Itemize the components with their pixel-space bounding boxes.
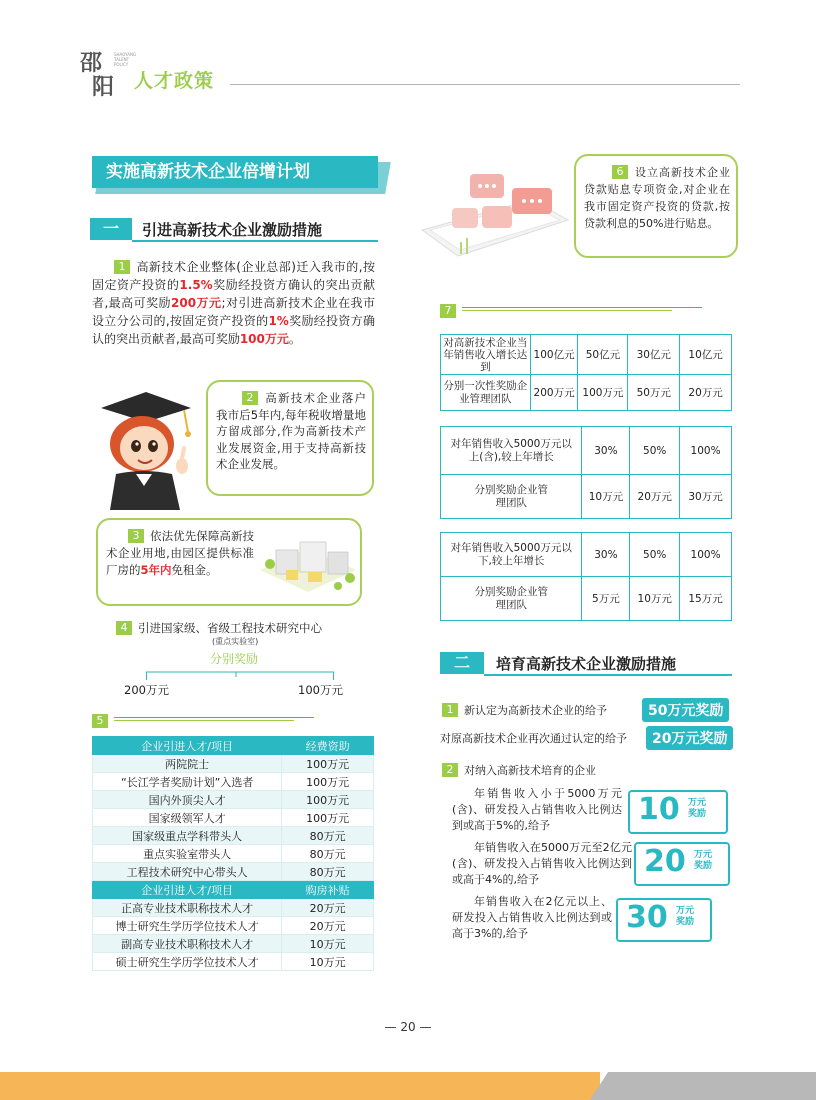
section2-header: [440, 652, 732, 676]
item7-number: 7: [440, 304, 456, 318]
table-c-r1c1: 对年销售收入5000万元以下,较上年增长: [441, 533, 582, 577]
table-a-r2c2: 200万元: [530, 375, 578, 411]
item5-heading: [92, 710, 374, 726]
table-a-r1c5: 10亿元: [680, 335, 732, 375]
table-a-r1c1: 对高新技术企业当年销售收入增长达到: [441, 335, 531, 375]
table-cell: 10万元: [282, 953, 374, 971]
table-c-r1c4: 100%: [680, 533, 732, 577]
table-c-r2c1: 分别奖励企业管理团队: [441, 577, 582, 621]
table-row: [93, 755, 374, 773]
section2-dash: 二: [453, 653, 470, 672]
item1-paragraph: [92, 258, 375, 348]
table-c-r2c2: 5万元: [582, 577, 630, 621]
item7-table-a: [440, 334, 732, 411]
item1-number: 1: [114, 260, 130, 274]
table-cell: 企业引进人才/项目: [93, 881, 282, 899]
table-row: [93, 935, 374, 953]
item5-table-wrap: [92, 736, 374, 971]
table-c-r2c4: 15万元: [680, 577, 732, 621]
s2-p1b-award: 20万元奖励: [646, 726, 733, 750]
item7-table-c: [440, 532, 732, 621]
item5-heading-rule-2: [114, 720, 294, 721]
section2-title: 培育高新技术企业激励措施: [496, 655, 677, 673]
table-b-r1c2: 30%: [582, 427, 630, 475]
item4-number: 4: [116, 621, 132, 635]
table-b-r2c1: 分别奖励企业管理团队: [441, 475, 582, 519]
table-row: [93, 773, 374, 791]
item1-text-e: 。: [288, 332, 301, 346]
table-row: [93, 809, 374, 827]
item1-text-c: ;对引进高新技术企业在我市设立分公司的,按固定资产投资的: [92, 296, 375, 328]
item4-heading: [116, 620, 376, 636]
table-cell: 国家级领军人才: [93, 809, 282, 827]
item4-label: 分别奖励: [210, 652, 259, 666]
item2-text: 高新技术企业落户我市后5年内,每年税收增量地方留成部分,作为高新技术产业发展资金,用于支持高新技术企业发展。: [216, 391, 366, 471]
item4-text: 引进国家级、省级工程技术研究中心: [138, 621, 322, 635]
table-row: [93, 917, 374, 935]
table-b-r2c3: 20万元: [630, 475, 680, 519]
item3-text-b: 免租金。: [171, 563, 218, 577]
section1-dash-box: [90, 218, 132, 240]
table-a-r1c3: 50亿元: [578, 335, 628, 375]
header-logo: [80, 46, 137, 100]
tier-2-unit-1: 万元: [694, 850, 713, 860]
tier-3-unit-2: 奖励: [676, 917, 695, 927]
header-rule: [230, 84, 740, 85]
item7-table-b: [440, 426, 732, 519]
tier-1-number: 10: [638, 792, 680, 827]
section1-dash: 一: [102, 219, 119, 238]
table-cell: 企业引进人才/项目: [93, 737, 282, 755]
footer-band-gray: [590, 1072, 816, 1100]
table-cell: 80万元: [282, 827, 374, 845]
table-cell: 两院院士: [93, 755, 282, 773]
item1-text-a: 高新技术企业整体(企业总部)迁入我市的,按固定资产投资的: [92, 260, 375, 292]
table-cell: 硕士研究生学历学位技术人才: [93, 953, 282, 971]
tier-3-unit-1: 万元: [676, 906, 695, 916]
table-cell: 80万元: [282, 863, 374, 881]
s2-p2-number: 2: [442, 763, 458, 777]
table-cell: 国家级重点学科带头人: [93, 827, 282, 845]
table-cell: 100万元: [282, 755, 374, 773]
table-a-r2c4: 50万元: [628, 375, 680, 411]
table-row: [93, 845, 374, 863]
tier-2-number: 20: [644, 844, 686, 879]
item2-number: 2: [242, 391, 258, 405]
table-b-r2c4: 30万元: [680, 475, 732, 519]
item1-pct2: 1%: [268, 314, 289, 328]
table-cell: 国内外顶尖人才: [93, 791, 282, 809]
table-c-r2c3: 10万元: [630, 577, 680, 621]
s2-p1-text: 新认定为高新技术企业的给予: [464, 704, 607, 717]
item5-table: [92, 736, 374, 971]
table-cell: 20万元: [282, 899, 374, 917]
item6-text: 设立高新技术企业贷款贴息专项资金,对企业在我市固定资产投资的贷款,按贷款利息的50%进行贴息。: [584, 166, 730, 230]
tier-1-unit: [688, 798, 706, 820]
table-cell: 80万元: [282, 845, 374, 863]
section1-title: 引进高新技术企业激励措施: [142, 221, 323, 239]
item6-paragraph: [584, 164, 730, 232]
tier-3-unit: [676, 906, 694, 928]
item3-highlight: 5年内: [140, 563, 172, 577]
item4-subtext: (重点实验室): [212, 637, 259, 646]
item1-amt1: 200万元: [171, 296, 222, 310]
section2-underline: [484, 674, 732, 676]
item1-amt2: 100万元: [239, 332, 289, 346]
tier-2-unit: [694, 850, 712, 872]
table-a-r2c1: 分别一次性奖励企业管理团队: [441, 375, 531, 411]
tier-2-text: 年销售收入在5000万元至2亿元(含)、研发投入占销售收入比例达到或高于4%的,给予: [452, 841, 632, 886]
header-title: 人才政策: [134, 70, 215, 92]
table-cell: 工程技术研究中心带头人: [93, 863, 282, 881]
item3-paragraph: [106, 528, 254, 579]
item6-bubble: [574, 154, 738, 258]
table-c-r1c2: 30%: [582, 533, 630, 577]
tier-3-badge: [616, 898, 712, 942]
table-b-r2c2: 10万元: [582, 475, 630, 519]
item2-bubble: [206, 380, 374, 496]
table-b-r1c3: 50%: [630, 427, 680, 475]
table-row: [93, 863, 374, 881]
table-b-r1c4: 100%: [680, 427, 732, 475]
table-cell: 经费资助: [282, 737, 374, 755]
factory-illustration: [250, 520, 366, 604]
table-row: [93, 899, 374, 917]
graduate-character-illustration: [96, 382, 196, 512]
table-a-r2c3: 100万元: [578, 375, 628, 411]
s2-p2: [442, 762, 596, 778]
item7-table-b-wrap: [440, 426, 732, 519]
tier-2-unit-2: 奖励: [694, 861, 713, 871]
table-cell: 100万元: [282, 791, 374, 809]
item1-text-d: 奖励经投资方确认的突出贡献者,最高可奖励: [92, 314, 375, 346]
item7-table-a-wrap: [440, 334, 732, 411]
item5-number: 5: [92, 714, 108, 728]
table-cell: 10万元: [282, 935, 374, 953]
item1-text-b: 奖励经投资方确认的突出贡献者,最高可奖励: [92, 278, 375, 310]
table-row: [93, 953, 374, 971]
tier-3-text: 年销售收入在2亿元以上、研发投入占销售收入比例达到或高于3%的,给予: [452, 895, 612, 940]
item7-heading-rule: [462, 307, 702, 308]
table-header-row: [93, 737, 374, 755]
item4-right-value: 100万元: [298, 683, 343, 697]
table-cell: “长江学者奖励计划”入选者: [93, 773, 282, 791]
table-cell: 副高专业技术职称技术人才: [93, 935, 282, 953]
footer-band-orange: [0, 1072, 600, 1100]
table-cell: 重点实验室带头人: [93, 845, 282, 863]
tier-1-unit-2: 奖励: [688, 809, 707, 819]
table-a-r1c2: 100亿元: [530, 335, 578, 375]
logo-small-text: SHAOYANG TALENT POLICY: [114, 52, 137, 67]
table-cell: 购房补贴: [282, 881, 374, 899]
item3-text-a: 依法优先保障高新技术企业用地,由园区提供标准厂房的: [106, 529, 254, 577]
item2-paragraph: [216, 390, 366, 473]
item6-number: 6: [612, 165, 628, 179]
item5-heading-rule: [114, 717, 314, 718]
table-cell: 正高专业技术职称技术人才: [93, 899, 282, 917]
section2-dash-box: [440, 652, 484, 674]
item1-pct1: 1.5%: [179, 278, 213, 292]
logo-char-2: 阳: [92, 74, 115, 100]
s2-p1-number: 1: [442, 703, 458, 717]
section1-underline: [132, 240, 378, 242]
logo-char-1: 邵: [80, 50, 103, 76]
table-row: [93, 827, 374, 845]
s2-p2-text: 对纳入高新技术培育的企业: [464, 764, 596, 777]
table-cell: 博士研究生学历学位技术人才: [93, 917, 282, 935]
item7-heading: [440, 300, 730, 316]
tier-1-unit-1: 万元: [688, 798, 707, 808]
s2-p1b-text: 对原高新技术企业再次通过认定的给予: [440, 732, 627, 745]
table-c-r1c3: 50%: [630, 533, 680, 577]
tier-2-badge: [634, 842, 730, 886]
table-a-r1c4: 30亿元: [628, 335, 680, 375]
table-header-row: [93, 881, 374, 899]
item7-heading-rule-2: [462, 310, 672, 311]
item7-table-c-wrap: [440, 532, 732, 621]
tier-3-number: 30: [626, 900, 668, 935]
page-number: — 20 —: [384, 1020, 432, 1034]
item4-bracket: [146, 666, 334, 676]
tier-1-badge: [628, 790, 728, 834]
table-a-r2c5: 20万元: [680, 375, 732, 411]
table-row: [93, 791, 374, 809]
chat-phone-illustration: [412, 160, 572, 270]
tier-1-text: 年销售收入小于5000万元(含)、研发投入占销售收入比例达到或高于5%的,给予: [452, 787, 622, 832]
item4-left-value: 200万元: [124, 683, 169, 697]
main-title: 实施高新技术企业倍增计划: [106, 162, 310, 182]
table-cell: 100万元: [282, 773, 374, 791]
table-cell: 100万元: [282, 809, 374, 827]
item3-number: 3: [128, 529, 144, 543]
table-cell: 20万元: [282, 917, 374, 935]
section1-header: [90, 218, 378, 242]
main-title-box: [92, 156, 378, 188]
s2-p1: [442, 702, 607, 718]
table-b-r1c1: 对年销售收入5000万元以上(含),较上年增长: [441, 427, 582, 475]
s2-p1-award: 50万元奖励: [642, 698, 729, 722]
